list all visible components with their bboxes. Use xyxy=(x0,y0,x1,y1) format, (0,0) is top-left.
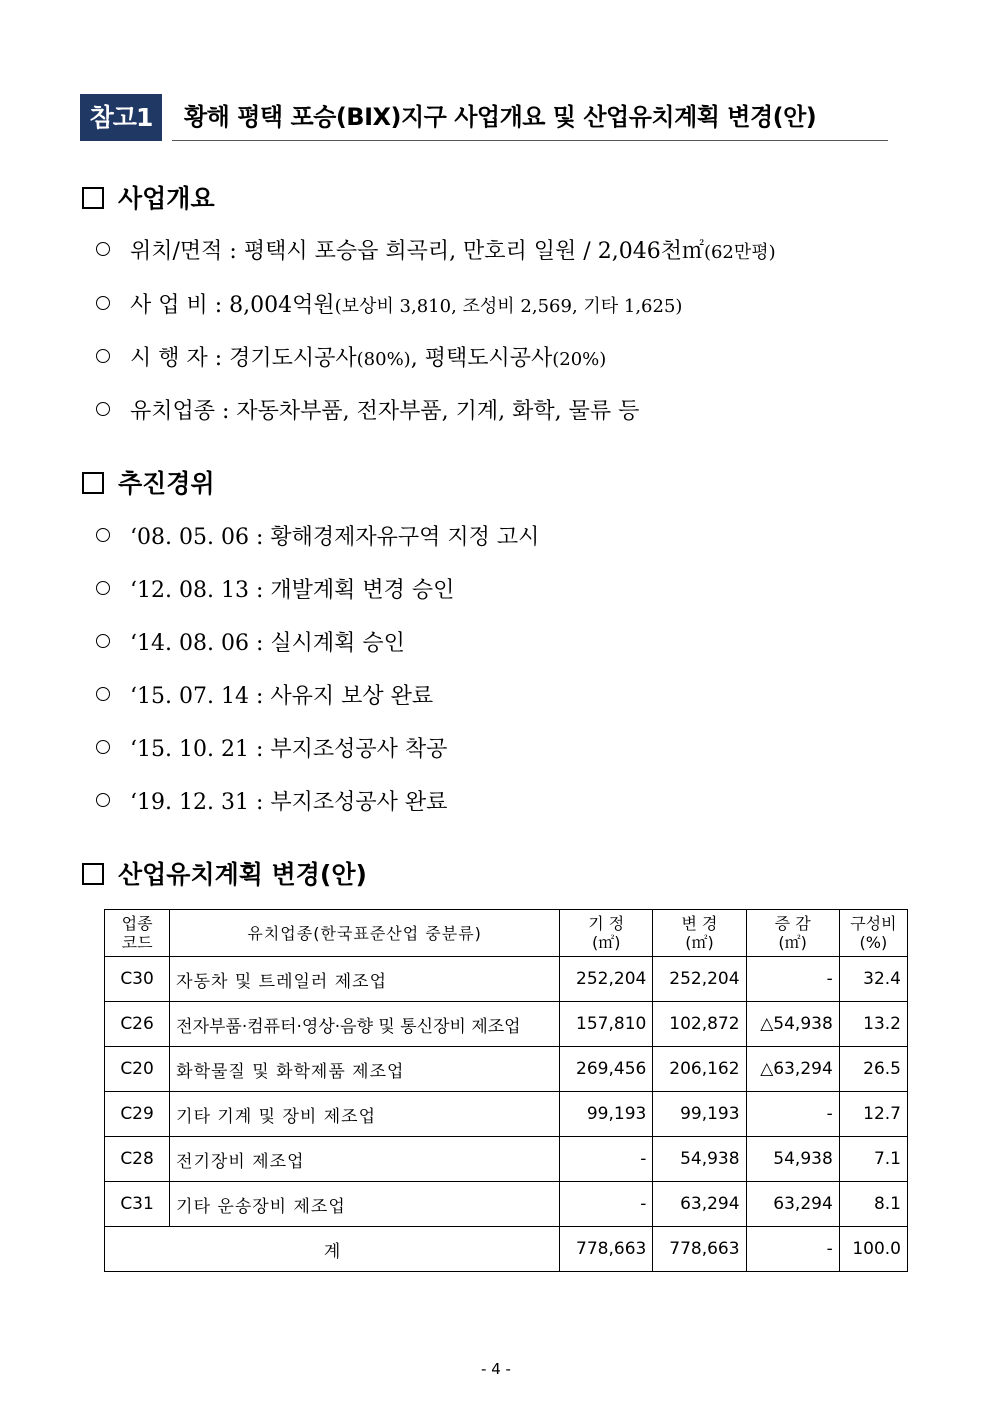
title-bar xyxy=(80,94,888,142)
header-code: 업종 코드 xyxy=(105,910,170,957)
cell-after: 54,938 xyxy=(653,1137,746,1182)
history-item: ‘14. 08. 06 : 실시계획 승인 xyxy=(96,628,405,660)
cell-industry: 화학물질 및 화학제품 제조업 xyxy=(170,1047,560,1092)
cell-ratio: 26.5 xyxy=(839,1047,907,1092)
circle-bullet-icon xyxy=(96,296,110,310)
header-diff: 증 감 (㎡) xyxy=(746,910,839,957)
cell-ratio: 7.1 xyxy=(839,1137,907,1182)
cell-code: C30 xyxy=(105,957,170,1002)
section-title: 산업유치계획 변경(안) xyxy=(118,860,367,889)
overview-item-operator: 시 행 자 : 경기도시공사(80%), 평택도시공사(20%) xyxy=(96,343,606,375)
reference-badge: 참고1 xyxy=(80,94,162,141)
cell-before: 252,204 xyxy=(560,957,653,1002)
cell-total-diff: - xyxy=(746,1227,839,1272)
table-row xyxy=(105,1002,908,1047)
cell-diff: △63,294 xyxy=(746,1047,839,1092)
cell-total-before: 778,663 xyxy=(560,1227,653,1272)
history-item: ‘08. 05. 06 : 황해경제자유구역 지정 고시 xyxy=(96,522,539,554)
document-title: 황해 평택 포승(BIX)지구 사업개요 및 산업유치계획 변경(안) xyxy=(184,103,817,131)
section-plan-heading xyxy=(82,858,367,892)
circle-bullet-icon xyxy=(96,242,110,256)
overview-item-industries: 유치업종 : 자동차부품, 전자부품, 기계, 화학, 물류 등 xyxy=(96,396,639,428)
section-overview-heading xyxy=(82,182,215,216)
cell-ratio: 13.2 xyxy=(839,1002,907,1047)
cell-before: 269,456 xyxy=(560,1047,653,1092)
cell-after: 206,162 xyxy=(653,1047,746,1092)
cell-total-after: 778,663 xyxy=(653,1227,746,1272)
title-underline xyxy=(172,140,888,141)
cell-total-ratio: 100.0 xyxy=(839,1227,907,1272)
header-ratio: 구성비 (%) xyxy=(839,910,907,957)
circle-bullet-icon xyxy=(96,634,110,648)
cell-ratio: 32.4 xyxy=(839,957,907,1002)
cell-after: 99,193 xyxy=(653,1092,746,1137)
cell-total-label: 계 xyxy=(105,1227,560,1272)
table-row xyxy=(105,957,908,1002)
cell-ratio: 12.7 xyxy=(839,1092,907,1137)
section-title: 사업개요 xyxy=(118,184,215,213)
circle-bullet-icon xyxy=(96,402,110,416)
table-header-row xyxy=(105,910,908,957)
square-bullet-icon xyxy=(82,863,104,885)
overview-item-cost: 사 업 비 : 8,004억원(보상비 3,810, 조성비 2,569, 기타 1,625) xyxy=(96,290,682,322)
industry-plan-table xyxy=(104,909,908,1272)
table-row xyxy=(105,1047,908,1092)
cell-ratio: 8.1 xyxy=(839,1182,907,1227)
cell-before: - xyxy=(560,1137,653,1182)
cell-code: C20 xyxy=(105,1047,170,1092)
circle-bullet-icon xyxy=(96,793,110,807)
cell-code: C29 xyxy=(105,1092,170,1137)
section-history-heading xyxy=(82,467,215,501)
cell-industry: 기타 기계 및 장비 제조업 xyxy=(170,1092,560,1137)
header-after: 변 경 (㎡) xyxy=(653,910,746,957)
history-item: ‘15. 07. 14 : 사유지 보상 완료 xyxy=(96,681,433,713)
header-before: 기 정 (㎡) xyxy=(560,910,653,957)
circle-bullet-icon xyxy=(96,740,110,754)
cell-after: 102,872 xyxy=(653,1002,746,1047)
cell-industry: 자동차 및 트레일러 제조업 xyxy=(170,957,560,1002)
cell-diff: - xyxy=(746,957,839,1002)
cell-diff: - xyxy=(746,1092,839,1137)
circle-bullet-icon xyxy=(96,687,110,701)
cell-after: 252,204 xyxy=(653,957,746,1002)
cell-diff: △54,938 xyxy=(746,1002,839,1047)
cell-industry: 기타 운송장비 제조업 xyxy=(170,1182,560,1227)
circle-bullet-icon xyxy=(96,349,110,363)
page-number: - 4 - xyxy=(481,1360,511,1378)
square-bullet-icon xyxy=(82,472,104,494)
table-total-row xyxy=(105,1227,908,1272)
history-item: ‘15. 10. 21 : 부지조성공사 착공 xyxy=(96,734,447,766)
history-item: ‘19. 12. 31 : 부지조성공사 완료 xyxy=(96,787,447,819)
cell-diff: 54,938 xyxy=(746,1137,839,1182)
header-industry: 유치업종(한국표준산업 중분류) xyxy=(170,910,560,957)
cell-before: 157,810 xyxy=(560,1002,653,1047)
cell-industry: 전자부품·컴퓨터·영상·음향 및 통신장비 제조업 xyxy=(170,1002,560,1047)
section-title: 추진경위 xyxy=(118,469,215,498)
circle-bullet-icon xyxy=(96,581,110,595)
circle-bullet-icon xyxy=(96,528,110,542)
history-item: ‘12. 08. 13 : 개발계획 변경 승인 xyxy=(96,575,454,607)
cell-industry: 전기장비 제조업 xyxy=(170,1137,560,1182)
cell-code: C26 xyxy=(105,1002,170,1047)
cell-before: - xyxy=(560,1182,653,1227)
cell-before: 99,193 xyxy=(560,1092,653,1137)
cell-after: 63,294 xyxy=(653,1182,746,1227)
cell-diff: 63,294 xyxy=(746,1182,839,1227)
table-row xyxy=(105,1092,908,1137)
table-row xyxy=(105,1182,908,1227)
table-row xyxy=(105,1137,908,1182)
overview-item-location: 위치/면적 : 평택시 포승읍 희곡리, 만호리 일원 / 2,046천㎡(62만평) xyxy=(96,236,776,268)
cell-code: C28 xyxy=(105,1137,170,1182)
cell-code: C31 xyxy=(105,1182,170,1227)
square-bullet-icon xyxy=(82,187,104,209)
